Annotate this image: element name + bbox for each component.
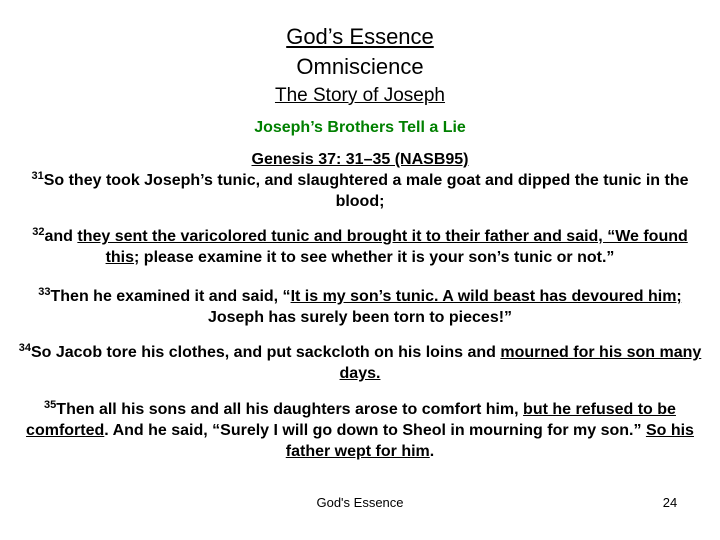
verse-number: 34 [18, 342, 31, 354]
section-heading: Joseph’s Brothers Tell a Lie [254, 119, 466, 136]
verse-text-underlined: So his father wept for him [285, 422, 694, 460]
verse-text: ; please examine it to see whether it is your son’s tunic or not.” [134, 249, 615, 266]
passage-verse-34 [18, 342, 702, 384]
scripture-reference: Genesis 37: 31–35 (NASB95) [251, 151, 469, 168]
verse-number: 31 [31, 170, 44, 182]
verse-text: So Jacob tore his clothes, and put sackcloth on his loins and [30, 344, 501, 361]
passage-verse-32 [18, 226, 702, 268]
verse-text-underlined: mourned for his son many days. [339, 344, 702, 382]
verse-number: 32 [32, 226, 45, 238]
passage-verse-31 [18, 149, 702, 212]
verse-number: 33 [38, 286, 51, 298]
slide-topic: Omniscience [296, 54, 424, 79]
verse-text: and [44, 228, 78, 245]
verse-text: So they took Joseph’s tunic, and slaughtered a male goat and dipped the tunic in the blood; [43, 172, 689, 210]
slide-title: God’s Essence [286, 24, 434, 49]
verse-text: . And he said, “Surely I will go down to Sheol in mourning for my son.” [104, 422, 646, 439]
verse-text: Joseph has surely been torn to pieces!” [207, 309, 513, 326]
verse-number: 35 [44, 399, 57, 411]
passage-verse-35 [18, 399, 702, 462]
verse-text: Then he examined it and said, “ [50, 288, 291, 305]
verse-text: . [429, 443, 435, 460]
footer-title: God's Essence [316, 495, 404, 510]
verse-text: Then all his sons and all his daughters arose to comfort him, [56, 401, 524, 418]
slide-subtitle: The Story of Joseph [274, 85, 446, 106]
page-number: 24 [662, 495, 678, 510]
verse-text-underlined: It is my son’s tunic. A wild beast has devoured him; [290, 288, 682, 305]
verse-text-underlined: but he refused to be comforted [26, 401, 676, 439]
verse-text-underlined: they sent the varicolored tunic and brought it to their father and said, “We found this [77, 228, 688, 266]
passage-verse-33 [18, 286, 702, 328]
